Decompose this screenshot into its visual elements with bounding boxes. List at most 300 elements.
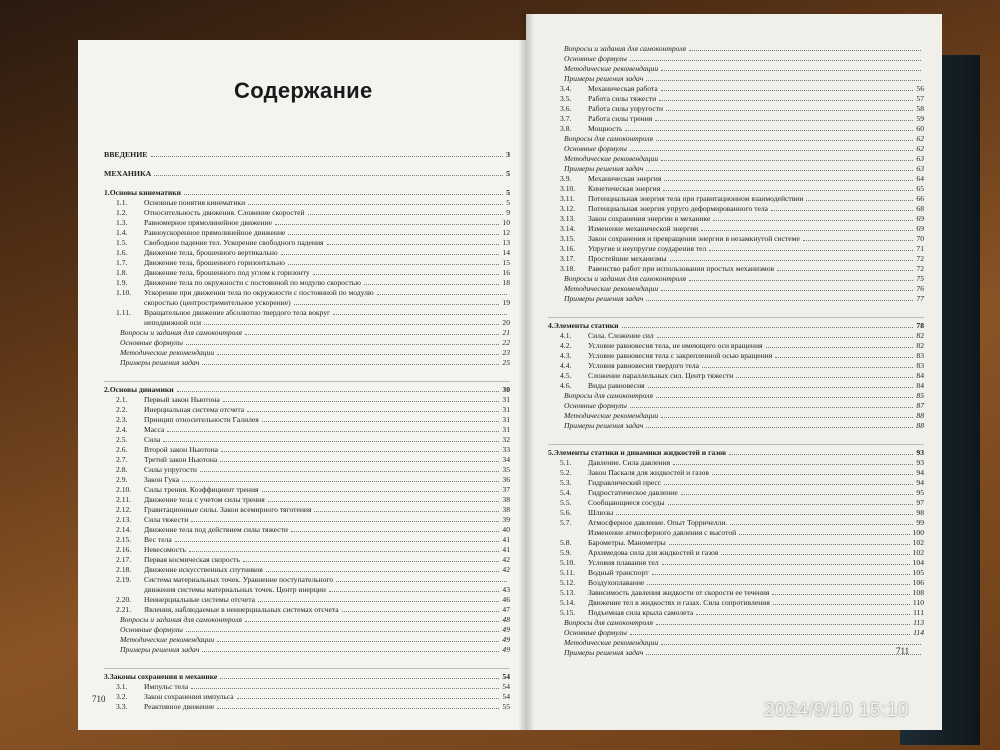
- toc-entry-label: [560, 508, 613, 518]
- toc-section: [104, 692, 510, 702]
- toc-entry-number: 1.8.: [116, 268, 128, 277]
- dot-leader: [237, 698, 500, 699]
- toc-entry-number: 2.9.: [116, 475, 128, 484]
- toc-entry-text: Вопросы для самоконтроля: [564, 391, 653, 400]
- toc-entry-text: Свободное падение тел. Ускорение свободного падения: [144, 238, 324, 247]
- toc-entry-number: 3.14.: [560, 224, 576, 233]
- toc-section: [104, 515, 510, 525]
- toc-page-number: 34: [502, 455, 510, 464]
- toc-entry-text: Изменение атмосферного давления с высотой: [588, 528, 737, 537]
- toc-entry-label: [560, 371, 733, 381]
- toc-entry-label: [560, 254, 667, 264]
- toc-page-number: 30: [502, 385, 510, 394]
- toc-section: [548, 254, 924, 264]
- toc-extra: [104, 645, 510, 655]
- dot-leader: [721, 554, 909, 555]
- toc-entry-label: [116, 435, 160, 445]
- toc-entry-text: Механическая энергия: [588, 174, 662, 183]
- toc-entry-label: [560, 538, 666, 548]
- toc-entry-text: Виды равновесия: [588, 381, 645, 390]
- toc-entry-number: 1.4.: [116, 228, 128, 237]
- dot-leader: [647, 584, 909, 585]
- dot-leader: [333, 314, 507, 315]
- toc-entry-text: Вес тела: [144, 535, 172, 544]
- dot-leader: [696, 614, 910, 615]
- toc-page-number: 43: [502, 585, 510, 594]
- toc-page-number: 37: [502, 485, 510, 494]
- toc-entry-number: 1.10.: [116, 288, 132, 297]
- toc-extra: [104, 635, 510, 645]
- toc-entry-number: 5.12.: [560, 578, 576, 587]
- toc-entry-label: [104, 169, 151, 179]
- toc-page-number: 82: [916, 331, 924, 340]
- toc-entry-number: 3.6.: [560, 104, 572, 113]
- toc-entry-number: 2.2.: [116, 405, 128, 414]
- dot-leader: [646, 300, 913, 301]
- toc-entry-text: Закон сохранения энергии в механике: [588, 214, 711, 223]
- toc-page-number: 38: [502, 505, 510, 514]
- toc-entry-text: Невесомость: [144, 545, 186, 554]
- toc-entry-number: 3.7.: [560, 114, 572, 123]
- toc-entry-number: 3.18.: [560, 264, 576, 273]
- toc-entry-label: [564, 274, 686, 284]
- dot-leader: [204, 324, 499, 325]
- toc-page-number: 76: [916, 284, 924, 293]
- toc-page-number: 58: [916, 104, 924, 113]
- toc-section: [548, 538, 924, 548]
- toc-entry-label: [564, 144, 627, 154]
- toc-entry-number: 2.18.: [116, 565, 132, 574]
- toc-entry-text: Методические рекомендации: [564, 638, 659, 647]
- toc-entry-text: Масса: [144, 425, 165, 434]
- dot-leader: [656, 624, 910, 625]
- toc-entry-label: [116, 485, 259, 495]
- dot-leader: [661, 644, 921, 645]
- toc-section: [548, 458, 924, 468]
- toc-entry-text: Кинетическая энергия: [588, 184, 661, 193]
- toc-section: [104, 278, 510, 288]
- toc-entry-number: 5.8.: [560, 538, 572, 547]
- toc-entry-text: Условия равновесия твердого тела: [588, 361, 700, 370]
- toc-section: [548, 381, 924, 391]
- toc-entry-label: [564, 64, 658, 74]
- toc-page-number: 49: [502, 645, 510, 654]
- toc-entry-label: [564, 164, 643, 174]
- toc-page-number: 99: [916, 518, 924, 527]
- dot-leader: [773, 604, 910, 605]
- toc-entry-number: 2.1.: [116, 395, 128, 404]
- toc-page-number: 93: [916, 448, 924, 457]
- toc-section: [104, 208, 510, 218]
- toc-entry-text: Работа силы тяжести: [588, 94, 657, 103]
- dot-leader: [646, 654, 921, 655]
- dot-leader: [202, 651, 499, 652]
- toc-entry-label: [564, 401, 627, 411]
- toc-entry-text: Относительность движения. Сложение скоростей: [144, 208, 305, 217]
- dot-leader: [275, 224, 499, 225]
- toc-entry-label: [116, 525, 288, 535]
- dot-leader: [327, 244, 500, 245]
- toc-page-number: 47: [502, 605, 510, 614]
- toc-entry-label: [560, 124, 622, 134]
- dot-leader: [245, 334, 499, 335]
- page-title: Содержание: [234, 78, 373, 103]
- dot-leader: [656, 397, 913, 398]
- toc-entry-text: Архимедова сила для жидкостей и газов: [588, 548, 719, 557]
- dot-leader: [191, 521, 499, 522]
- toc-section: [104, 445, 510, 455]
- toc-entry-text: Сообщающиеся сосуды: [588, 498, 665, 507]
- toc-page-number: 68: [916, 204, 924, 213]
- dot-leader: [646, 427, 913, 428]
- toc-section: [548, 214, 924, 224]
- toc-entry-label: [116, 702, 214, 712]
- dot-leader: [772, 594, 909, 595]
- toc-entry-label: [560, 104, 663, 114]
- divider: [104, 381, 510, 382]
- toc-entry-text: Потенциальная энергия тела при гравитационном взаимодействии: [588, 194, 804, 203]
- toc-entry-text: Примеры решения задач: [564, 421, 644, 430]
- toc-page-number: 48: [502, 615, 510, 624]
- toc-entry-text: Основные формулы: [564, 54, 627, 63]
- toc-entry-number: 2.12.: [116, 505, 132, 514]
- toc-section: [104, 565, 510, 575]
- toc-entry-number: 3.9.: [560, 174, 572, 183]
- toc-entry-text: Вопросы и задания для самоконтроля: [120, 328, 243, 337]
- toc-section: [104, 525, 510, 535]
- toc-extra: [548, 134, 924, 144]
- toc-entry-number: 5.13.: [560, 588, 576, 597]
- toc-entry-text: Законы сохранения в механике: [109, 672, 218, 681]
- toc-entry-text: Методические рекомендации: [120, 635, 215, 644]
- toc-section: [104, 505, 510, 515]
- toc-page-number: 94: [916, 478, 924, 487]
- toc-entry-text: Гравитационные силы. Закон всемирного тяготения: [144, 505, 312, 514]
- toc-extra: [104, 358, 510, 368]
- spacer: [104, 712, 510, 721]
- dot-leader: [191, 688, 499, 689]
- toc-page-number: 41: [502, 545, 510, 554]
- dot-leader: [701, 230, 913, 231]
- toc-entry-text: Закон Гука: [144, 475, 180, 484]
- toc-entry-label: [116, 415, 259, 425]
- toc-entry-label: [560, 84, 658, 94]
- toc-section: [104, 465, 510, 475]
- toc-page-number: 59: [916, 114, 924, 123]
- toc-extra: [548, 164, 924, 174]
- toc-entry-label: [560, 588, 769, 598]
- dot-leader: [281, 254, 500, 255]
- dot-leader: [689, 50, 921, 51]
- toc-page-number: 31: [502, 425, 510, 434]
- dot-leader: [189, 551, 499, 552]
- toc-entry-label: [564, 44, 686, 54]
- toc-entry-text: скоростью (центростремительное ускорение): [144, 298, 291, 307]
- dot-leader: [806, 200, 913, 201]
- toc-entry-label: [588, 528, 736, 538]
- toc-entry-label: [116, 535, 172, 545]
- toc-entry-number: 5.2.: [560, 468, 572, 477]
- toc-entry-label: [116, 555, 240, 565]
- spacer: [104, 655, 510, 664]
- dot-leader: [186, 344, 500, 345]
- dot-leader: [223, 401, 500, 402]
- toc-entry-number: 3.12.: [560, 204, 576, 213]
- toc-section: [548, 331, 924, 341]
- toc-page-number: 85: [916, 391, 924, 400]
- toc-entry-text: Второй закон Ньютона: [144, 445, 219, 454]
- toc-entry-label: [116, 238, 324, 248]
- toc-entry-number: 1.7.: [116, 258, 128, 267]
- toc-entry-text: Мощность: [588, 124, 623, 133]
- toc-entry-text: Методические рекомендации: [564, 154, 659, 163]
- toc-entry-text: Гидравлический пресс: [588, 478, 662, 487]
- toc-page-number: 20: [502, 318, 510, 327]
- toc-entry-text: Основные формулы: [564, 628, 627, 637]
- toc-entry-text: Вопросы и задания для самоконтроля: [120, 615, 243, 624]
- divider: [548, 317, 924, 318]
- toc-entry-number: 3.11.: [560, 194, 575, 203]
- toc-entry-number: 5.15.: [560, 608, 576, 617]
- toc-entry-label: [144, 585, 326, 595]
- toc-entry-number: 3.2.: [116, 692, 128, 701]
- toc-section: [104, 605, 510, 615]
- toc-entry-text: Движение тела, брошенного под углом к горизонту: [144, 268, 310, 277]
- toc-entry-label: [560, 608, 693, 618]
- toc-page-number: 5: [506, 169, 510, 178]
- toc-section: [548, 468, 924, 478]
- toc-entry-text: Вопросы для самоконтроля: [564, 618, 653, 627]
- toc-entry-text: Сила тяжести: [144, 515, 189, 524]
- toc-page-number: 42: [502, 565, 510, 574]
- toc-section: [104, 308, 510, 318]
- toc-page-number: 102: [912, 538, 924, 547]
- dot-leader: [630, 634, 910, 635]
- toc-page-number: 46: [502, 595, 510, 604]
- toc-entry-number: 2.14.: [116, 525, 132, 534]
- toc-page-number: 42: [502, 555, 510, 564]
- toc-section: [104, 535, 510, 545]
- toc-entry-text: Элементы статики и динамики жидкостей и газов: [553, 448, 727, 457]
- dot-leader: [666, 110, 913, 111]
- toc-page-number: 13: [502, 238, 510, 247]
- dot-leader: [739, 534, 909, 535]
- toc-page-number: 84: [916, 371, 924, 380]
- toc-entry-number: 2.20.: [116, 595, 132, 604]
- toc-entry-text: Работа силы упругости: [588, 104, 664, 113]
- toc-entry-label: [560, 568, 649, 578]
- toc-section: [548, 224, 924, 234]
- dot-leader: [670, 260, 914, 261]
- toc-page-number: 57: [916, 94, 924, 103]
- toc-entry-number: 5.4.: [560, 488, 572, 497]
- toc-entry-label: [116, 605, 339, 615]
- dot-leader: [803, 240, 914, 241]
- dot-leader: [681, 494, 914, 495]
- toc-extra: [548, 294, 924, 304]
- dot-leader: [217, 641, 499, 642]
- toc-section: [104, 298, 510, 308]
- toc-page-number: 106: [912, 578, 924, 587]
- toc-page-number: 100: [912, 528, 924, 537]
- dot-leader: [659, 100, 913, 101]
- dot-leader: [154, 175, 503, 176]
- toc-entry-label: [116, 692, 234, 702]
- toc-entry-text: Работа силы трения: [588, 114, 653, 123]
- dot-leader: [664, 484, 913, 485]
- toc-entry-label: [120, 328, 242, 338]
- toc-section: [548, 204, 924, 214]
- dot-leader: [258, 601, 499, 602]
- toc-entry-number: 2.17.: [116, 555, 132, 564]
- toc-entry-label: [560, 598, 770, 608]
- toc-entry-number: 3.3.: [116, 702, 128, 711]
- toc-page-number: 16: [502, 268, 510, 277]
- toc-section: [548, 84, 924, 94]
- dot-leader: [313, 274, 500, 275]
- toc-entry-text: Движение тела с учетом силы трения: [144, 495, 265, 504]
- spacer: [104, 179, 510, 188]
- toc-page-number: 5: [506, 198, 510, 207]
- toc-entry-text: Сложение параллельных сил. Центр тяжести: [588, 371, 734, 380]
- toc-page-number: 54: [502, 692, 510, 701]
- toc-entry-label: [104, 385, 174, 395]
- toc-entry-number: 3.8.: [560, 124, 572, 133]
- toc-entry-label: [116, 682, 188, 692]
- spacer: [104, 160, 510, 169]
- toc-entry-label: [560, 361, 699, 371]
- toc-entry-label: [560, 204, 768, 214]
- toc-page-number: 66: [916, 194, 924, 203]
- toc-page-number: 5: [506, 188, 510, 197]
- toc-entry-text: Первый закон Ньютона: [144, 395, 220, 404]
- toc-page-number: 88: [916, 411, 924, 420]
- toc-entry-label: [144, 318, 201, 328]
- dot-leader: [217, 354, 499, 355]
- toc-entry-number: 4.: [548, 321, 554, 330]
- dot-leader: [730, 524, 913, 525]
- toc-section: [548, 478, 924, 488]
- toc-page-number: 40: [502, 525, 510, 534]
- toc-entry-label: [548, 321, 619, 331]
- dot-leader: [656, 140, 913, 141]
- dot-leader: [314, 511, 499, 512]
- toc-entry-label: [104, 672, 217, 682]
- toc-entry-label: [116, 475, 179, 485]
- toc-entry-number: 5.5.: [560, 498, 572, 507]
- toc-page-number: 88: [916, 421, 924, 430]
- toc-section: [104, 405, 510, 415]
- toc-chapter: [548, 448, 924, 458]
- toc-entry-label: [560, 184, 660, 194]
- left-page: [78, 40, 526, 730]
- toc-entry-text: Барометры. Манометры: [588, 538, 666, 547]
- toc-entry-text: Движение тела, брошенного горизонтально: [144, 258, 285, 267]
- toc-entry-text: Закон Паскаля для жидкостей и газов: [588, 468, 709, 477]
- toc-section: [104, 318, 510, 328]
- dot-leader: [217, 708, 499, 709]
- toc-page-number: 62: [916, 134, 924, 143]
- toc-entry-label: [104, 188, 181, 198]
- toc-page-number: 87: [916, 401, 924, 410]
- toc-section: [104, 268, 510, 278]
- dot-leader: [713, 220, 913, 221]
- dot-leader: [247, 411, 499, 412]
- toc-entry-number: 2.8.: [116, 465, 128, 474]
- spacer: [104, 368, 510, 377]
- toc-page-number: 36: [502, 475, 510, 484]
- toc-page-number: 69: [916, 214, 924, 223]
- toc-entry-number: 3.: [104, 672, 110, 681]
- dot-leader: [661, 160, 913, 161]
- toc-page-number: 56: [916, 84, 924, 93]
- toc-entry-text: Примеры решения задач: [564, 648, 644, 657]
- toc-section: [548, 488, 924, 498]
- toc-page-number: 84: [916, 381, 924, 390]
- toc-page-number: 39: [502, 515, 510, 524]
- toc-page-number: 94: [916, 468, 924, 477]
- toc-section: [104, 258, 510, 268]
- toc-entry-text: Методические рекомендации: [564, 64, 659, 73]
- toc-entry-label: [564, 618, 653, 628]
- toc-section: [548, 244, 924, 254]
- toc-entry-number: 4.4.: [560, 361, 572, 370]
- toc-page-number: 63: [916, 164, 924, 173]
- toc-entry-text: Методические рекомендации: [564, 284, 659, 293]
- toc-page-number: 78: [916, 321, 924, 330]
- toc-entry-label: [116, 395, 220, 405]
- toc-section: [104, 435, 510, 445]
- toc-page-number: 23: [502, 348, 510, 357]
- dot-leader: [151, 156, 504, 157]
- toc-section: [548, 361, 924, 371]
- toc-page-number: 82: [916, 341, 924, 350]
- toc-page-number: 113: [913, 618, 924, 627]
- toc-extra: [548, 401, 924, 411]
- dot-leader: [702, 367, 913, 368]
- dot-leader: [775, 357, 913, 358]
- page-number-right: 711: [896, 646, 910, 656]
- toc-entry-label: [564, 284, 658, 294]
- toc-entry-text: Вопросы и задания для самоконтроля: [564, 44, 687, 53]
- toc-page-number: 15: [502, 258, 510, 267]
- toc-page-number: 69: [916, 224, 924, 233]
- dot-leader: [646, 170, 913, 171]
- toc-section: [548, 124, 924, 134]
- toc-page-number: 35: [502, 465, 510, 474]
- dot-leader: [630, 407, 914, 408]
- dot-leader: [709, 250, 913, 251]
- dot-leader: [177, 391, 500, 392]
- toc-entry-number: 5.14.: [560, 598, 576, 607]
- toc-extra: [104, 348, 510, 358]
- toc-entry-label: [116, 258, 285, 268]
- dot-leader: [336, 581, 507, 582]
- toc-extra: [548, 44, 924, 54]
- toc-section: [104, 228, 510, 238]
- toc-entry-text: Неинерциальные системы отсчета: [144, 595, 255, 604]
- toc-page-number: 64: [916, 174, 924, 183]
- toc-entry-label: [120, 358, 199, 368]
- toc-entry-label: [560, 351, 772, 361]
- spacer: [548, 431, 924, 440]
- dot-leader: [329, 591, 500, 592]
- toc-entry-text: Примеры решения задач: [564, 74, 644, 83]
- toc-extra: [104, 625, 510, 635]
- toc-section: [548, 174, 924, 184]
- toc-section: [548, 578, 924, 588]
- dot-leader: [163, 441, 499, 442]
